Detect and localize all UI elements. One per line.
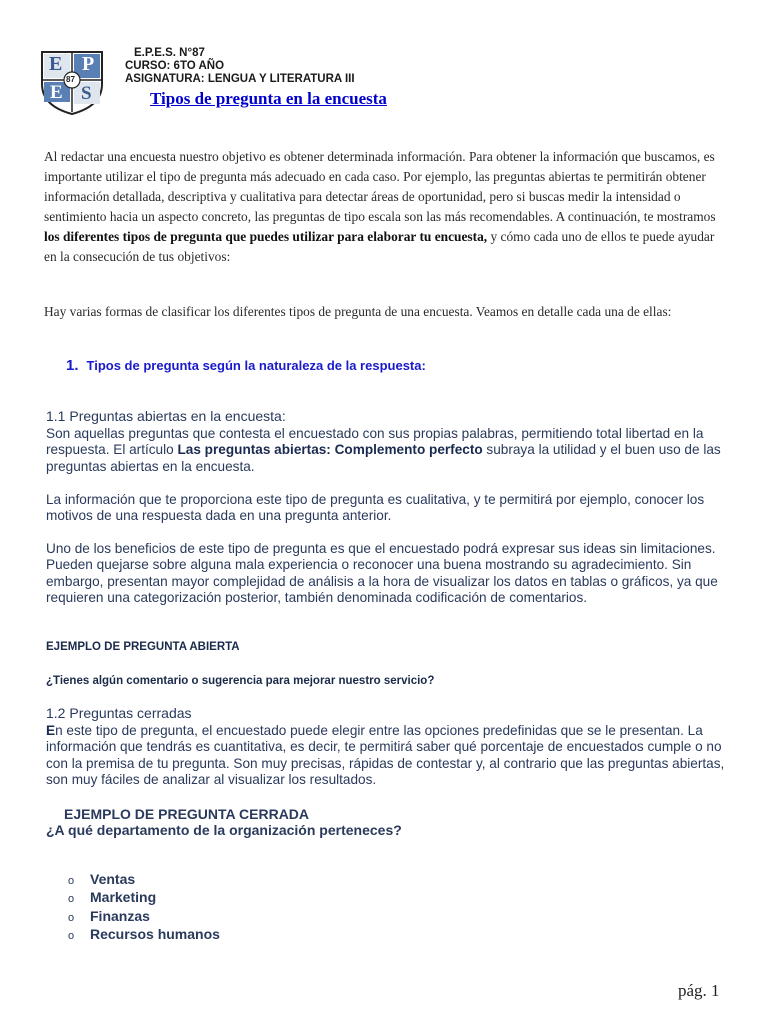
intro-paragraph-2: Hay varias formas de clasificar los diferentes tipos de pregunta de una encuesta. Veamos en detalle cada una de ellas:: [44, 304, 672, 319]
section-1-number: 1.: [66, 357, 79, 374]
option-label: Ventas: [90, 871, 136, 887]
page-number: pág. 1: [678, 981, 720, 1000]
option-label: Marketing: [90, 889, 157, 906]
s11-paragraph-3: Uno de los beneficios de este tipo de pregunta es que el encuestado podrá expresar sus ideas sin limitaciones. Pueden quejarse sobre alguna mala experiencia o reconocer una buena mostrando su agradecimiento. Sin embargo, presentan mayor complejidad de análisis a la hora de visualizar los datos en tablas o gráficos, ya que requieren una categorización posterior, también denominada codificación de comentarios.: [46, 541, 718, 606]
list-item: [68, 889, 220, 907]
logo-number: 87: [66, 75, 75, 84]
list-item: [68, 926, 220, 944]
header-school: E.P.E.S. N°87: [134, 47, 205, 59]
logo-letter-s: S: [81, 83, 92, 104]
subsection-1-2-heading: 1.2 Preguntas cerradas: [46, 705, 192, 721]
section-1-title: Tipos de pregunta según la naturaleza de la respuesta:: [86, 358, 426, 373]
intro-text-1: Al redactar una encuesta nuestro objetivo es obtener determinada información. Para obtener la información que buscamos, es importante utilizar el tipo de pregunta más adecuado en cada caso. Por ejemplo, las preguntas abiertas te permitirán obtener información detallada, descriptiva y cualitativa para detectar áreas de oportunidad, pero si buscas medir la intensidad o sentimiento hacia un aspecto concreto, las preguntas de tipo escala son las más recomendables. A continuación, te mostramos: [44, 149, 716, 224]
intro-paragraph: [44, 147, 724, 267]
s11-example-label: EJEMPLO DE PREGUNTA ABIERTA: [46, 641, 240, 653]
subsection-1-1-heading: 1.1 Preguntas abiertas en la encuesta:: [46, 408, 286, 424]
bullet-icon: o: [68, 930, 75, 943]
intro-text-2: y cómo cada uno de ellos te puede ayudar en la consecución de tus objetivos:: [44, 229, 715, 264]
s11-article-link: Las preguntas abiertas: Complemento perfecto: [177, 442, 483, 458]
options-list: [68, 871, 220, 945]
bullet-icon: o: [68, 911, 75, 924]
s12-dropcap: E: [46, 723, 56, 738]
logo-letter-p: P: [82, 53, 95, 75]
s11-text-2: subraya la utilidad y el buen uso de las preguntas abiertas en la encuesta.: [46, 442, 721, 474]
s12-text: n este tipo de pregunta, el encuestado puede elegir entre las opciones predefinidas que se le presentan. La información que tendrás es cuantitativa, es decir, te permitirá saber qué porcentaje de encuestados cumple o no con la premisa de tu pregunta. Son muy precisas, rápidas de contestar y, al contrario que las preguntas abiertas, son muy fáciles de analizar al visualizar los resultados.: [46, 723, 725, 788]
bullet-icon: o: [68, 875, 75, 887]
s11-example-question: ¿Tienes algún comentario o sugerencia para mejorar nuestro servicio?: [46, 675, 435, 687]
header-course: CURSO: 6TO AÑO: [125, 60, 225, 72]
list-item: [68, 871, 220, 889]
s12-example-question: ¿A qué departamento de la organización perteneces?: [46, 822, 402, 838]
s11-paragraph-1: [46, 426, 726, 475]
logo-letter-e1: E: [49, 53, 63, 75]
page-title: Tipos de pregunta en la encuesta: [150, 89, 387, 108]
school-logo: [40, 50, 104, 116]
section-1-heading: [66, 357, 426, 374]
header-subject: ASIGNATURA: LENGUA Y LITERATURA III: [125, 73, 355, 85]
s12-paragraph-1: [46, 723, 726, 789]
logo-letter-e2: E: [50, 82, 63, 103]
s11-text-1: Son aquellas preguntas que contesta el encuestado con sus propias palabras, permitiendo total libertad en la respuesta. El artículo: [46, 426, 704, 458]
bullet-icon: o: [68, 893, 75, 906]
intro-bold: los diferentes tipos de pregunta que puedes utilizar para elaborar tu encuesta,: [44, 229, 488, 244]
option-label: Finanzas: [90, 907, 150, 924]
s12-example-label: EJEMPLO DE PREGUNTA CERRADA: [64, 806, 310, 822]
list-item: [68, 908, 220, 926]
s11-paragraph-2: La información que te proporciona este tipo de pregunta es cualitativa, y te permitirá por ejemplo, conocer los motivos de una respuesta dada en una pregunta anterior.: [46, 492, 705, 524]
option-label: Recursos humanos: [90, 926, 220, 943]
